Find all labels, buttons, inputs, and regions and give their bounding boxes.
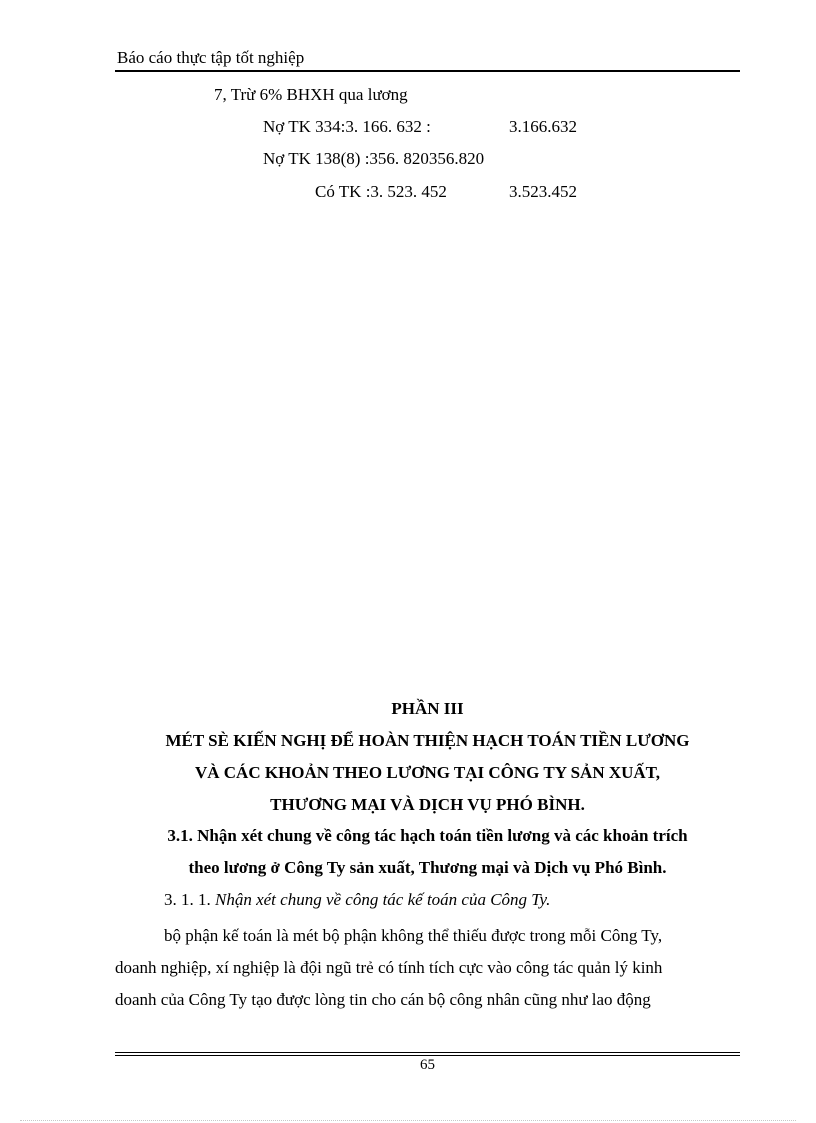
subsection-title-line-1: 3.1. Nhận xét chung về công tác hạch toán tiền lương và các khoản trích <box>167 826 688 845</box>
footer-rule-top <box>115 1052 740 1053</box>
entry-line-4-value: 3.523.452 <box>509 182 577 201</box>
body-line-2: doanh nghiệp, xí nghiệp là đội ngũ trẻ có tính tích cực vào công tác quản lý kinh <box>115 958 663 977</box>
entry-line-2-value: 3.166.632 <box>509 117 577 136</box>
body-line-3: doanh của Công Ty tạo được lòng tin cho cán bộ công nhân cũng như lao động <box>115 990 651 1009</box>
entry-line-2: Nợ TK 334:3. 166. 632 : <box>263 117 431 136</box>
section-title-line-1: MÉT SÈ KIẾN NGHỊ ĐỂ HOÀN THIỆN HẠCH TOÁN TIỀN LƯƠNG <box>165 731 690 750</box>
footer-rule-bottom <box>115 1055 740 1056</box>
subsection-title-line-2: theo lương ở Công Ty sản xuất, Thương mại và Dịch vụ Phó Bình. <box>188 858 667 877</box>
entry-line-3: Nợ TK 138(8) :356. 820356.820 <box>263 149 485 168</box>
subsubsection-title: Nhận xét chung về công tác kế toán của Công Ty. <box>215 890 551 909</box>
subsubsection-number: 3. 1. 1. <box>164 890 211 909</box>
part-heading: PHẦN III <box>391 699 464 718</box>
section-title-line-2: VÀ CÁC KHOẢN THEO LƯƠNG TẠI CÔNG TY SẢN XUẤT, <box>194 763 661 782</box>
header-rule <box>115 70 740 72</box>
body-line-1: bộ phận kế toán là mét bộ phận không thể thiếu được trong mỗi Công Ty, <box>164 926 663 945</box>
page-number: 65 <box>420 1057 435 1073</box>
page-edge <box>20 1120 796 1121</box>
entry-line-4: Có TK :3. 523. 452 <box>315 182 447 201</box>
running-header: Báo cáo thực tập tốt nghiệp <box>117 48 305 67</box>
entry-line-1: 7, Trừ 6% BHXH qua lương <box>214 85 408 104</box>
subsubsection-heading <box>164 890 550 910</box>
section-title-line-3: THƯƠNG MẠI VÀ DỊCH VỤ PHÓ BÌNH. <box>270 795 585 814</box>
